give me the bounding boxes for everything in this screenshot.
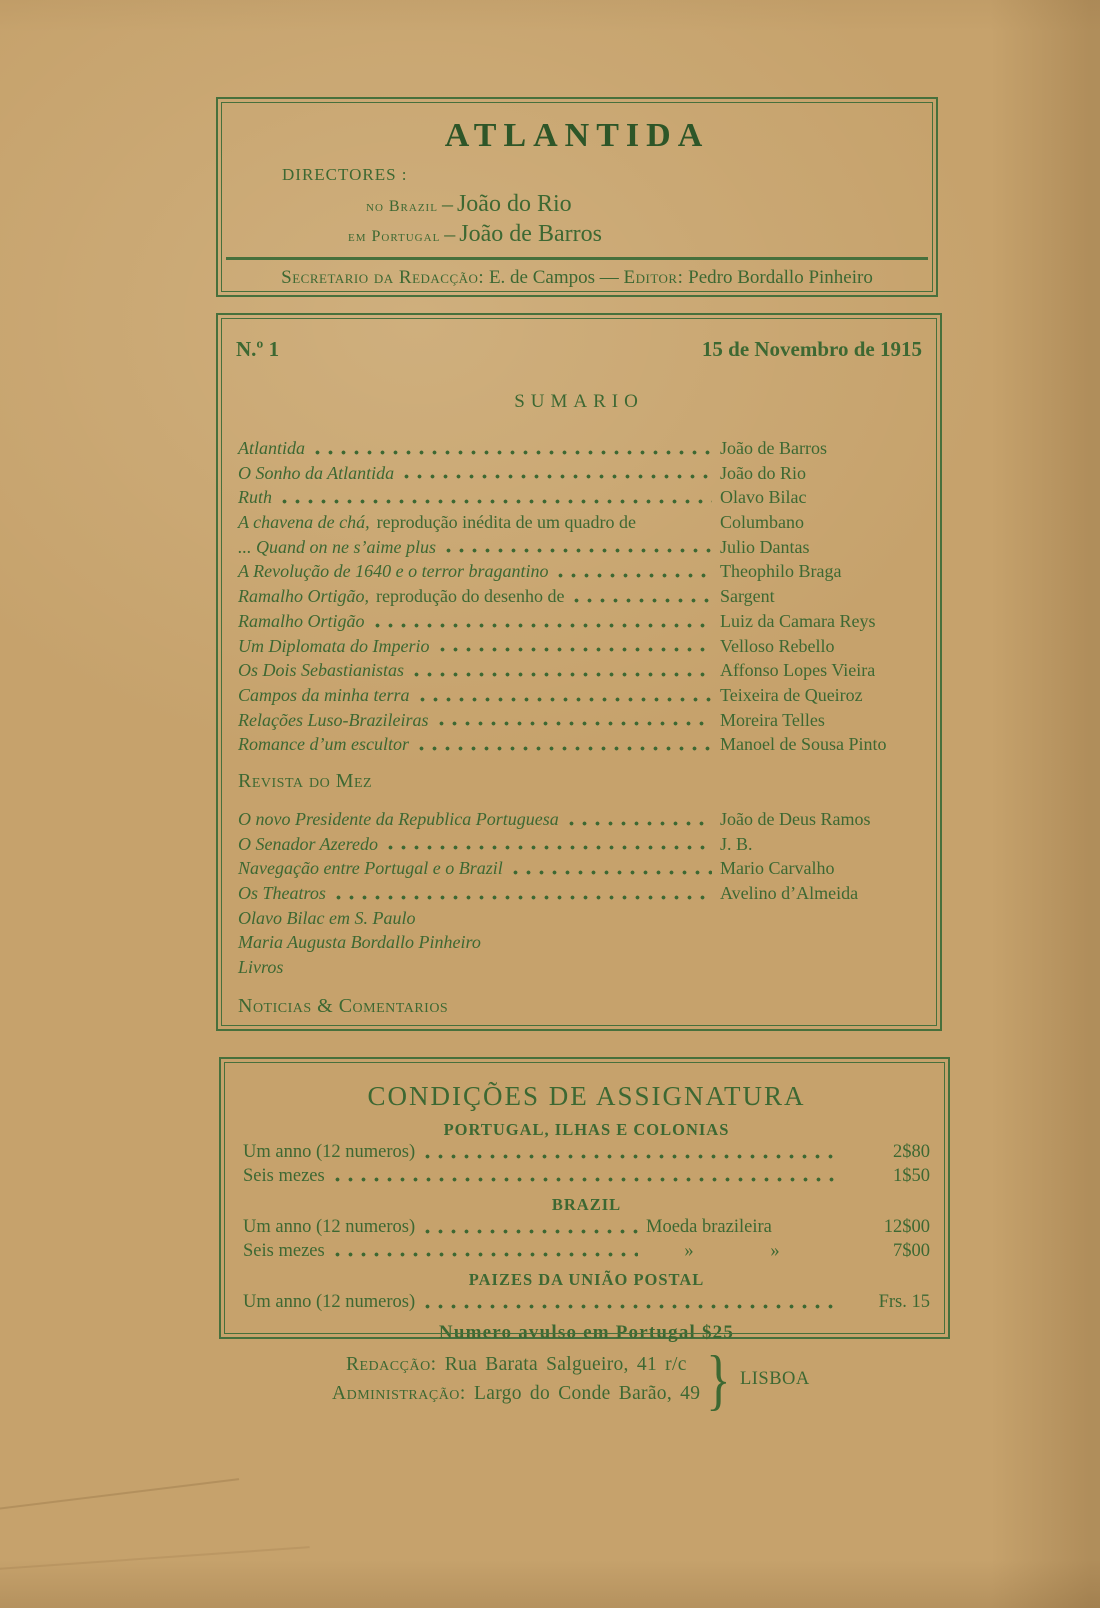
toc-row [238, 559, 924, 584]
toc-row [238, 609, 924, 634]
dot-leader [289, 955, 712, 980]
toc-title: Atlantida [238, 438, 305, 458]
editor-name: Pedro Bordallo Pinheiro [688, 267, 873, 288]
toc-row-left [238, 634, 720, 659]
address-lines [332, 1350, 700, 1408]
toc-title: Relações Luso-Brazileiras [238, 709, 429, 730]
subscription-section-heading: PORTUGAL, ILHAS E COLONIAS [443, 1120, 730, 1139]
toc-row-left [238, 658, 720, 683]
redaccao-value: Rua Barata Salgueiro, 41 r/c [444, 1354, 687, 1375]
toc-row [238, 732, 924, 757]
subscription-section-heading: PAIZES DA UNIÃO POSTAL [468, 1270, 705, 1289]
toc-author: Velloso Rebello [720, 635, 835, 656]
paper-crease [0, 1478, 239, 1512]
toc-title: Os Dois Sebastianistas [238, 660, 405, 681]
toc-author: Luiz da Camara Reys [720, 610, 876, 631]
dot-leader [435, 708, 713, 733]
subscription-row [243, 1141, 930, 1165]
issue-date: 15 de Novembro de 1915 [701, 337, 922, 361]
toc-row-left [238, 559, 720, 584]
dot-leader [442, 535, 712, 560]
toc-title: A Revolução de 1640 e o terror bragantino [238, 561, 549, 582]
toc-row [238, 930, 924, 955]
dot-leader [570, 584, 712, 609]
toc-title: O Sonho da Atlantida [238, 462, 395, 483]
subscription-price: 2$80 [893, 1142, 930, 1162]
toc-row [238, 535, 924, 560]
toc-row-left [238, 832, 720, 857]
toc-row [238, 881, 924, 906]
directors-label: DIRECTORES : [282, 165, 408, 184]
toc-title: Ramalho Ortigão [238, 610, 365, 631]
subscription-sections [243, 1118, 930, 1315]
toc-row [238, 461, 924, 486]
masthead-divider [226, 257, 928, 260]
director-brazil-name: João do Rio [456, 191, 572, 217]
secretary-label: Secretario da Redacção: [281, 267, 485, 288]
toc-title: Olavo Bilac em S. Paulo [238, 907, 416, 928]
toc-row-left [238, 461, 720, 486]
toc-suffix: reprodução inédita de um quadro de [376, 512, 637, 533]
dot-leader [642, 510, 712, 535]
toc-row-left [238, 906, 720, 931]
toc-author: Affonso Lopes Vieira [720, 660, 876, 681]
toc-row-left [238, 881, 720, 906]
subscription-title: CONDIÇÕES DE ASSIGNATURA [367, 1081, 806, 1111]
subscription-label: Seis mezes [243, 1240, 325, 1261]
toc-row-left [238, 683, 720, 708]
toc-row [238, 510, 924, 535]
revista-list [238, 807, 924, 980]
toc-row [238, 436, 924, 461]
dot-leader [554, 559, 712, 584]
dash: – [441, 191, 453, 216]
administracao-value: Largo do Conde Barão, 49 [474, 1383, 701, 1404]
toc-title: Maria Augusta Bordallo Pinheiro [238, 932, 481, 953]
dot-leader [278, 485, 712, 510]
issue-header [236, 337, 922, 362]
address-block [332, 1341, 810, 1417]
dot-leader [421, 1216, 638, 1240]
dot-leader [410, 658, 712, 683]
toc-title: Ruth [238, 487, 272, 508]
subscription-price: 12$00 [883, 1217, 930, 1237]
subscription-middle [646, 1240, 844, 1264]
dot-leader [331, 1165, 836, 1189]
administracao-line [332, 1379, 700, 1408]
noticias-section-header: Noticias & Comentarios [238, 995, 449, 1017]
subscription-section-heading: BRAZIL [551, 1195, 622, 1214]
masthead-box [216, 97, 938, 297]
director-brazil-line [366, 191, 572, 218]
dash: – [444, 221, 456, 246]
dot-leader [371, 609, 712, 634]
toc-row [238, 708, 924, 733]
toc-row [238, 832, 924, 857]
toc-author: Mario Carvalho [720, 858, 835, 879]
dot-leader [400, 461, 712, 486]
single-issue-price-note: Numero avulso em Portugal $25 [438, 1321, 735, 1343]
toc-row [238, 906, 924, 931]
secretary-name: E. de Campos [488, 267, 596, 288]
dot-leader [421, 1141, 836, 1165]
summary-title: SUMARIO [514, 391, 644, 412]
subscription-row [243, 1240, 930, 1264]
toc-title: Um Diplomata do Imperio [238, 635, 430, 656]
subscription-price: 7$00 [893, 1240, 930, 1261]
toc-row-left [238, 856, 720, 881]
dot-leader [421, 1291, 836, 1315]
paper-crease [0, 1546, 310, 1572]
toc-row-left [238, 436, 720, 461]
toc-title: O novo Presidente da Republica Portuguesa [238, 809, 559, 829]
toc-row-left [238, 609, 720, 634]
director-portugal-name: João de Barros [459, 221, 602, 247]
toc-title: Ramalho Ortigão, [238, 586, 370, 607]
revista-section-header: Revista do Mez [238, 770, 373, 792]
toc-row-left [238, 807, 720, 832]
toc-row-left [238, 732, 720, 757]
subscription-label: Um anno (12 numeros) [243, 1292, 416, 1312]
dot-leader [332, 881, 712, 906]
toc-row-left [238, 485, 720, 510]
toc-suffix: reprodução do desenho de [376, 586, 565, 607]
editor-label: Editor: [623, 267, 684, 288]
dot-leader [565, 807, 712, 832]
toc-title: Navegação entre Portugal e o Brazil [238, 858, 503, 879]
redaccao-label: Redacção: [346, 1354, 437, 1375]
toc-title: Campos da minha terra [238, 684, 410, 705]
dot-leader [331, 1240, 638, 1264]
secretary-editor-line [218, 267, 936, 289]
toc-row-left [238, 708, 720, 733]
subscription-row [243, 1165, 930, 1189]
magazine-title: ATLANTIDA [444, 117, 710, 154]
redaccao-line [332, 1350, 700, 1379]
director-portugal-label: em Portugal [348, 228, 441, 245]
toc-row-left [238, 955, 720, 980]
toc-title: Romance d’um escultor [238, 734, 409, 755]
summary-box [216, 313, 942, 1031]
toc-author: Sargent [720, 586, 775, 607]
toc-row [238, 584, 924, 609]
toc-row [238, 485, 924, 510]
toc-row-left [238, 930, 720, 955]
toc-author: Moreira Telles [720, 709, 825, 730]
toc-title: Livros [238, 957, 284, 978]
toc-list [238, 436, 924, 757]
toc-author: Julio Dantas [720, 536, 810, 557]
toc-row-left [238, 584, 720, 609]
dot-leader [384, 832, 712, 857]
toc-author: Teixeira de Queiroz [720, 684, 863, 705]
guillemet-ditto-mark: » [770, 1240, 780, 1261]
toc-author: J. B. [720, 833, 753, 854]
toc-author: Olavo Bilac [720, 487, 807, 508]
toc-title: O Senador Azeredo [238, 833, 378, 854]
guillemet-ditto-mark: » [684, 1240, 694, 1261]
toc-row [238, 683, 924, 708]
dot-leader [509, 856, 712, 881]
subscription-row [243, 1291, 930, 1315]
toc-author: João de Deus Ramos [720, 809, 871, 829]
toc-row-left [238, 535, 720, 560]
toc-row [238, 856, 924, 881]
lisboa-brace-glyph: } [706, 1341, 731, 1417]
toc-author: João do Rio [720, 462, 807, 483]
toc-author: Manoel de Sousa Pinto [720, 734, 887, 755]
subscription-label: Seis mezes [243, 1165, 325, 1186]
subscription-label: Um anno (12 numeros) [243, 1142, 416, 1162]
director-brazil-label: no Brazil [366, 198, 438, 215]
director-portugal-line [348, 221, 602, 248]
dot-leader [416, 683, 712, 708]
toc-author: João de Barros [720, 438, 827, 458]
dot-leader [436, 634, 713, 659]
subscription-price: Frs. 15 [878, 1292, 930, 1312]
subscription-price: 1$50 [893, 1165, 930, 1186]
toc-row [238, 658, 924, 683]
subscription-row [243, 1216, 930, 1240]
subscription-box [219, 1057, 950, 1343]
dot-leader [415, 732, 712, 757]
toc-author: Avelino d’Almeida [720, 883, 859, 904]
toc-row [238, 955, 924, 980]
toc-title: ... Quand on ne s’aime plus [238, 536, 436, 557]
dot-leader [421, 906, 712, 931]
issue-number: N.º 1 [236, 337, 280, 361]
toc-author: Columbano [720, 512, 804, 533]
dot-leader [311, 436, 712, 461]
toc-row-left [238, 510, 720, 535]
toc-title: Os Theatros [238, 883, 326, 904]
subscription-label: Um anno (12 numeros) [243, 1217, 416, 1237]
separator-dash: — [599, 267, 619, 288]
toc-row [238, 807, 924, 832]
administracao-label: Administração: [332, 1383, 466, 1404]
toc-row [238, 634, 924, 659]
dot-leader [487, 930, 712, 955]
city-label: LISBOA [739, 1368, 810, 1389]
subscription-middle: Moeda brazileira [646, 1217, 772, 1237]
toc-author: Theophilo Braga [720, 561, 842, 582]
toc-title: A chavena de chá, [238, 512, 370, 533]
